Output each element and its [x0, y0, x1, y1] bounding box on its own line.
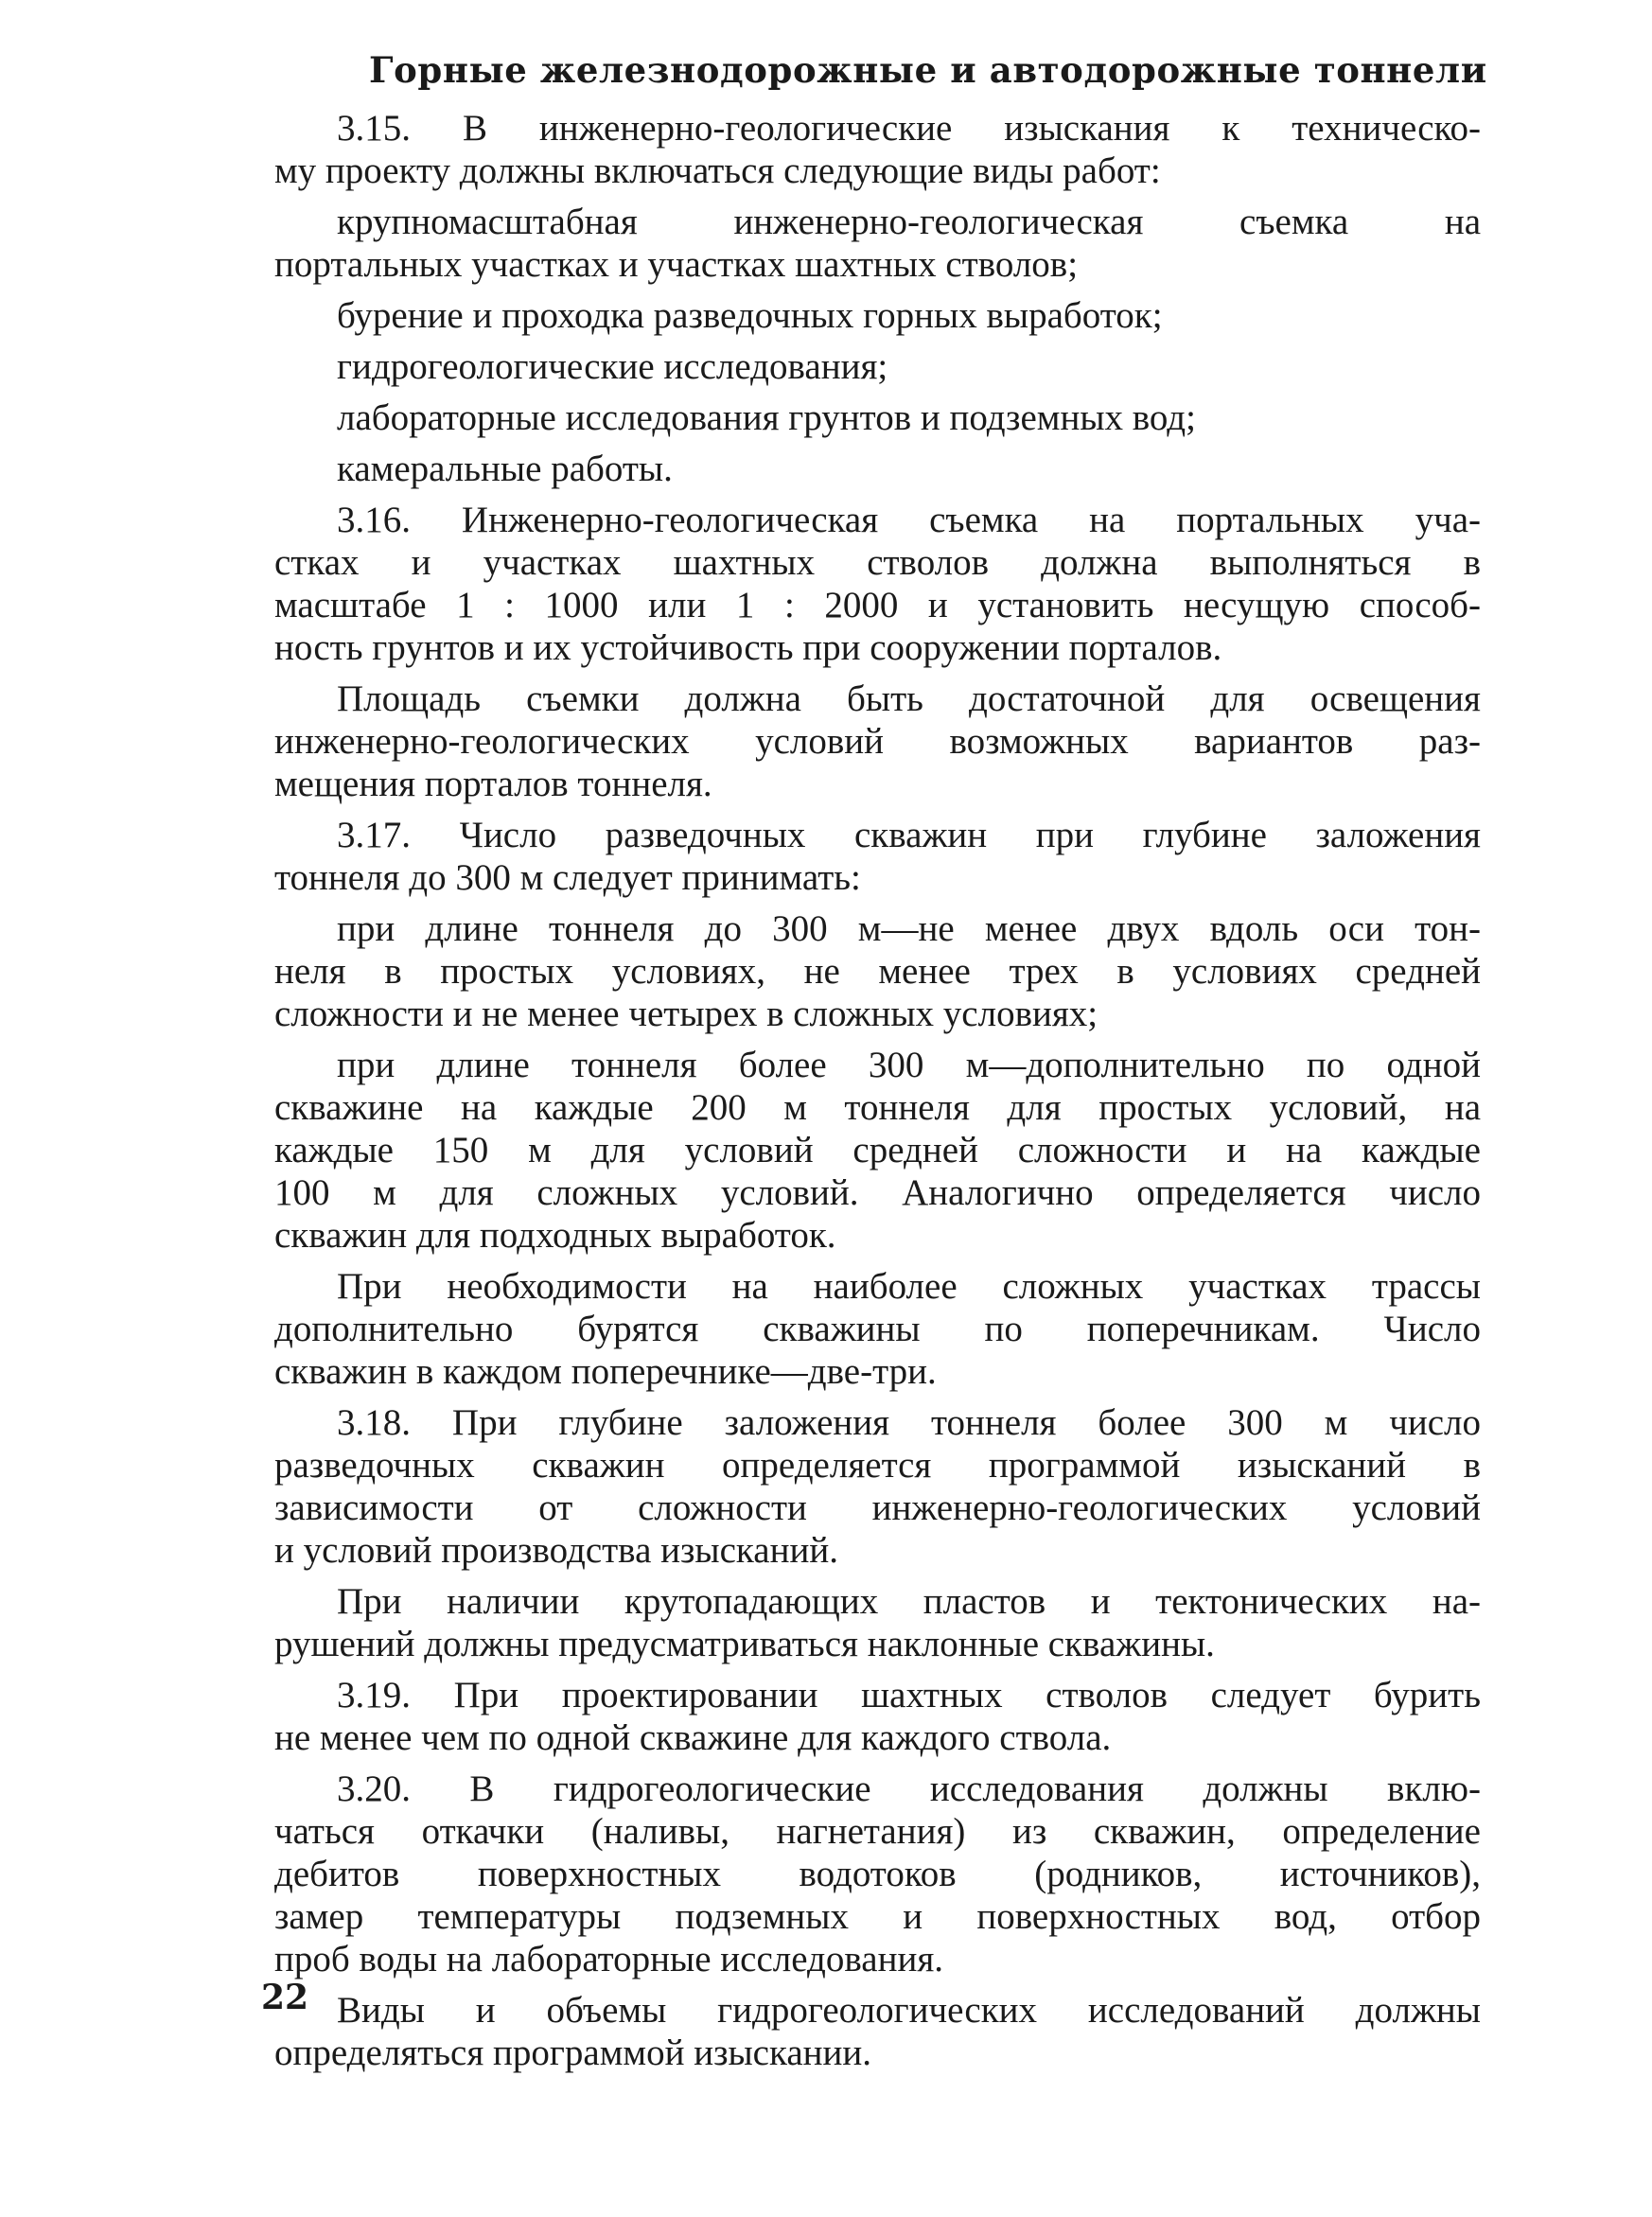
paragraph: [274, 107, 1481, 192]
paragraph: [274, 294, 1481, 337]
text-line: скважин в каждом поперечнике—две-три.: [274, 1351, 937, 1392]
text-line: бурение и проходка разведочных горных выработок;: [337, 295, 1163, 336]
text-line: При наличии крутопадающих пластов и тектонических на-: [337, 1581, 1481, 1622]
text-line: 3.19. При проектировании шахтных стволов следует бурить: [337, 1675, 1481, 1716]
text-line: скважине на каждые 200 м тоннеля для простых условий, на: [274, 1087, 1481, 1128]
paragraph: [274, 907, 1481, 1035]
text-line: лабораторные исследования грунтов и подземных вод;: [337, 397, 1196, 438]
paragraph: [274, 814, 1481, 899]
paragraph: [274, 448, 1481, 490]
text-line: тоннеля до 300 м следует принимать:: [274, 857, 861, 898]
text-line: 100 м для сложных условий. Аналогично определяется число: [274, 1172, 1481, 1213]
text-line: стках и участках шахтных стволов должна выполняться в: [274, 542, 1481, 583]
paragraph: [274, 499, 1481, 669]
text-line: неля в простых условиях, не менее трех в условиях средней: [274, 951, 1481, 992]
text-line: Площадь съемки должна быть достаточной для освещения: [337, 678, 1481, 719]
text-line: му проекту должны включаться следующие виды работ:: [274, 150, 1161, 191]
paragraph: [274, 1580, 1481, 1665]
text-line: 3.17. Число разведочных скважин при глубине заложения: [337, 815, 1481, 855]
text-line: камеральные работы.: [337, 449, 673, 489]
text-line: 3.15. В инженерно-геологические изыскания к техническо-: [337, 108, 1481, 149]
paragraph: [274, 1674, 1481, 1759]
text-line: масштабе 1 : 1000 или 1 : 2000 и установить несущую способ-: [274, 585, 1481, 625]
text-line: 3.20. В гидрогеологические исследования должны вклю-: [337, 1768, 1481, 1809]
text-line: при длине тоннеля до 300 м—не менее двух вдоль оси тон-: [337, 908, 1481, 949]
text-line: замер температуры подземных и поверхностных вод, отбор: [274, 1896, 1481, 1937]
text-line: При необходимости на наиболее сложных участках трассы: [337, 1266, 1481, 1307]
text-line: дебитов поверхностных водотоков (родников, источников),: [274, 1854, 1481, 1894]
paragraph: [274, 201, 1481, 286]
text-line: 3.18. При глубине заложения тоннеля более 300 м число: [337, 1402, 1481, 1443]
running-head: Горные железнодорожные и автодорожные тоннели: [369, 49, 1487, 91]
paragraph: [274, 1265, 1481, 1393]
text-line: при длине тоннеля более 300 м—дополнительно по одной: [337, 1045, 1481, 1085]
paragraph: [274, 1989, 1481, 2074]
body-text: [274, 107, 1481, 2074]
text-line: ность грунтов и их устойчивость при сооружении порталов.: [274, 627, 1222, 668]
text-line: 3.16. Инженерно-геологическая съемка на портальных уча-: [337, 500, 1481, 540]
text-line: мещения порталов тоннеля.: [274, 764, 712, 804]
paragraph: [274, 1401, 1481, 1572]
text-line: скважин для подходных выработок.: [274, 1215, 836, 1256]
text-line: каждые 150 м для условий средней сложности и на каждые: [274, 1130, 1481, 1170]
text-line: портальных участках и участках шахтных стволов;: [274, 244, 1079, 285]
text-line: не менее чем по одной скважине для каждого ствола.: [274, 1717, 1112, 1758]
text-line: чаться откачки (наливы, нагнетания) из скважин, определение: [274, 1811, 1481, 1852]
paragraph: [274, 345, 1481, 388]
text-line: Виды и объемы гидрогеологических исследований должны: [337, 1990, 1481, 2031]
text-line: гидрогеологические исследования;: [337, 346, 888, 387]
paragraph: [274, 677, 1481, 805]
text-line: и условий производства изысканий.: [274, 1530, 838, 1571]
text-line: сложности и не менее четырех в сложных условиях;: [274, 994, 1098, 1034]
text-line: проб воды на лабораторные исследования.: [274, 1939, 944, 1979]
text-line: разведочных скважин определяется программой изысканий в: [274, 1445, 1481, 1486]
paragraph: [274, 1044, 1481, 1257]
text-line: дополнительно бурятся скважины по поперечникам. Число: [274, 1309, 1481, 1349]
paragraph: [274, 1768, 1481, 1980]
text-line: определяться программой изыскании.: [274, 2032, 872, 2073]
paragraph: [274, 396, 1481, 439]
text-line: инженерно-геологических условий возможных вариантов раз-: [274, 721, 1481, 762]
text-line: рушений должны предусматриваться наклонные скважины.: [274, 1624, 1215, 1664]
text-line: крупномасштабная инженерно-геологическая съемка на: [337, 202, 1481, 242]
page-number: 22: [261, 1978, 309, 2017]
text-line: зависимости от сложности инженерно-геологических условий: [274, 1487, 1481, 1528]
